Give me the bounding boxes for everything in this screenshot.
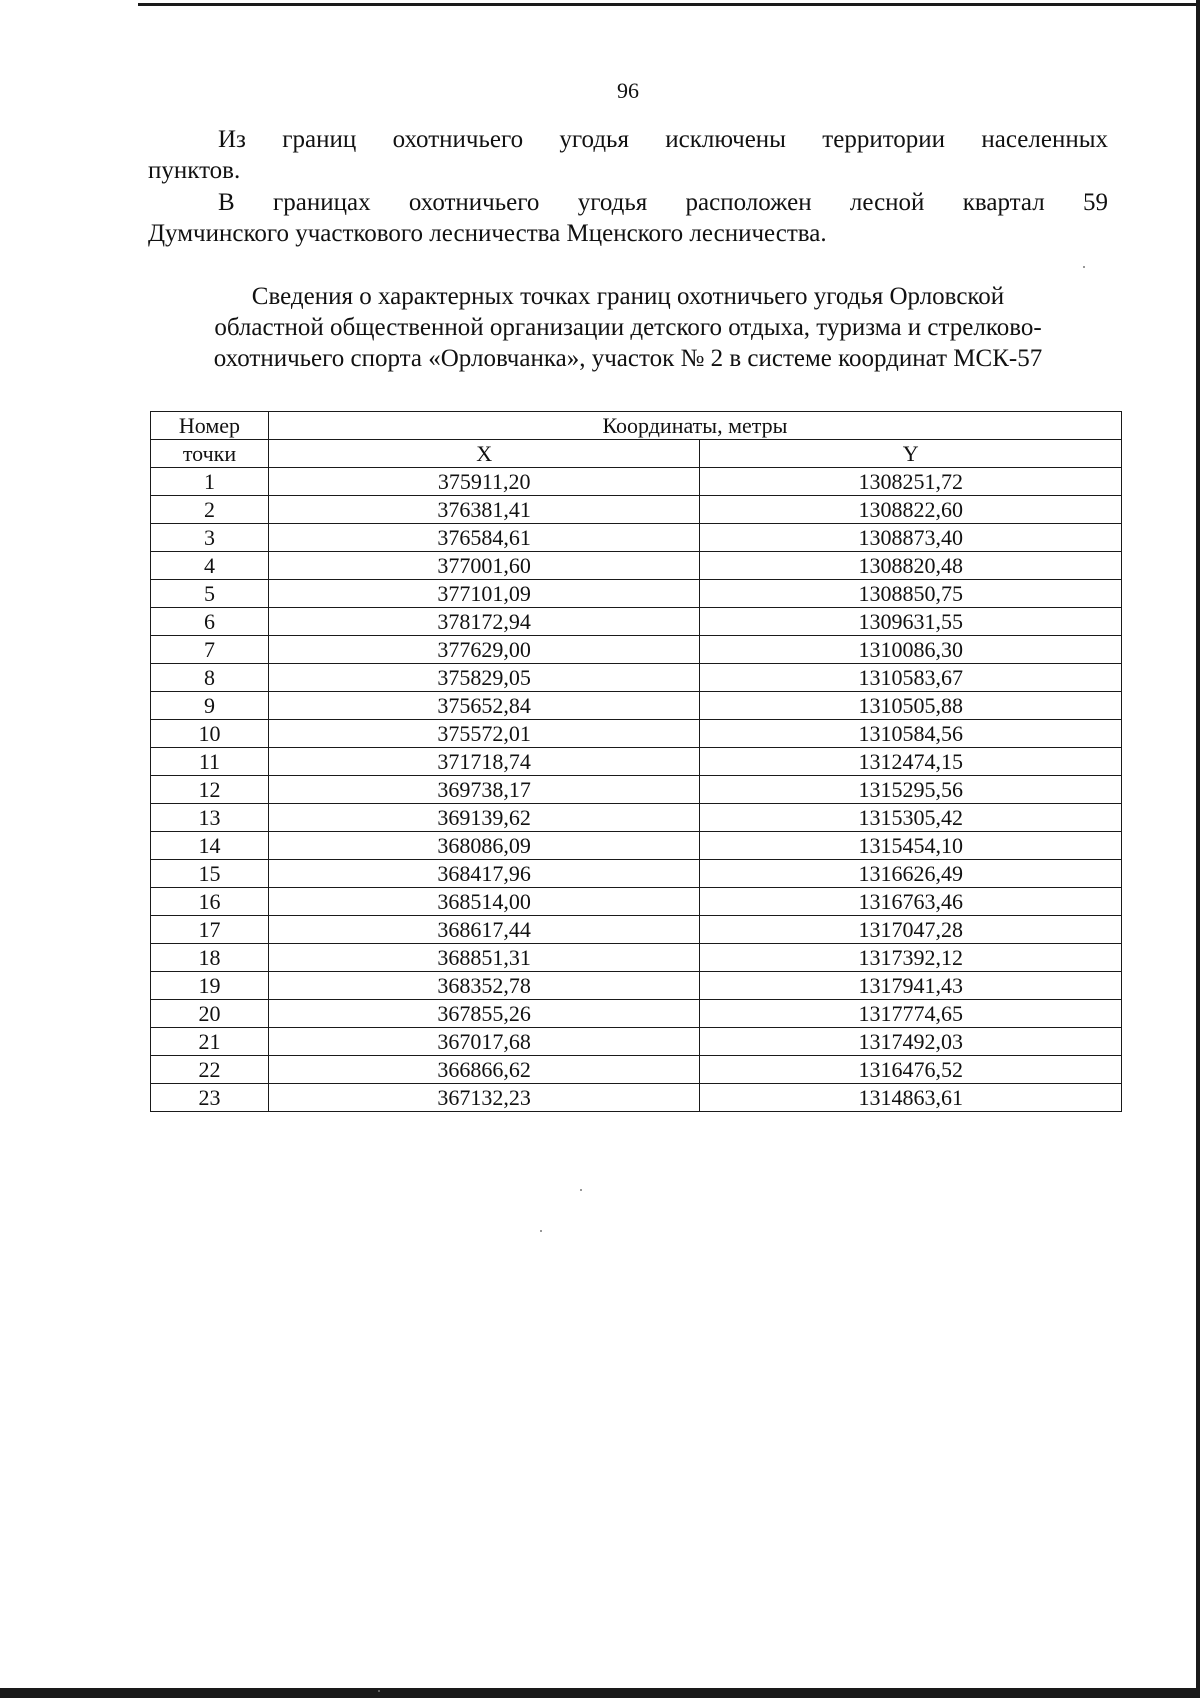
cell-point-number: 17 [151,916,269,944]
paragraph-line: Из границ охотничьего угодья исключены территории населенных [218,126,1108,153]
cell-x: 375911,20 [268,468,700,496]
header-coordinates: Координаты, метры [268,412,1121,440]
cell-x: 378172,94 [268,608,700,636]
table-row [151,1084,1122,1112]
scan-speck [580,1189,582,1191]
caption-line: охотничьего спорта «Орловчанка», участок № 2 в системе координат МСК-57 [213,345,1043,372]
cell-point-number: 9 [151,692,269,720]
table-body [151,468,1122,1112]
cell-y: 1308251,72 [700,468,1122,496]
cell-y: 1317047,28 [700,916,1122,944]
cell-x: 367132,23 [268,1084,700,1112]
cell-y: 1317392,12 [700,944,1122,972]
cell-point-number: 15 [151,860,269,888]
cell-x: 371718,74 [268,748,700,776]
table-row [151,888,1122,916]
table-row [151,972,1122,1000]
cell-point-number: 21 [151,1028,269,1056]
cell-y: 1308850,75 [700,580,1122,608]
caption-line: Сведения о характерных точках границ охотничьего угодья Орловской [251,283,1005,310]
table-row [151,608,1122,636]
table-row [151,1000,1122,1028]
cell-point-number: 11 [151,748,269,776]
cell-y: 1315295,56 [700,776,1122,804]
table-subheader-row [151,440,1122,468]
cell-y: 1317492,03 [700,1028,1122,1056]
cell-y: 1316476,52 [700,1056,1122,1084]
cell-x: 376381,41 [268,496,700,524]
cell-y: 1316626,49 [700,860,1122,888]
table-row [151,832,1122,860]
table-row [151,552,1122,580]
cell-y: 1314863,61 [700,1084,1122,1112]
cell-x: 377629,00 [268,636,700,664]
cell-x: 369139,62 [268,804,700,832]
cell-point-number: 19 [151,972,269,1000]
cell-y: 1308820,48 [700,552,1122,580]
table-row [151,692,1122,720]
cell-y: 1310584,56 [700,720,1122,748]
table-row [151,776,1122,804]
cell-point-number: 3 [151,524,269,552]
table-row [151,860,1122,888]
cell-point-number: 7 [151,636,269,664]
table-row [151,1028,1122,1056]
cell-y: 1315305,42 [700,804,1122,832]
scan-speck [540,1230,542,1232]
cell-x: 368417,96 [268,860,700,888]
paragraph-forest-quarter [148,187,1108,249]
table-header-row [151,412,1122,440]
cell-x: 375572,01 [268,720,700,748]
cell-x: 367855,26 [268,1000,700,1028]
table-row [151,636,1122,664]
paragraph-line: В границах охотничьего угодья расположен лесной квартал 59 [218,189,1108,216]
table-row [151,496,1122,524]
table-row [151,720,1122,748]
cell-x: 377101,09 [268,580,700,608]
cell-point-number: 22 [151,1056,269,1084]
cell-y: 1317774,65 [700,1000,1122,1028]
paragraph-line: пунктов. [148,157,241,184]
cell-y: 1315454,10 [700,832,1122,860]
cell-point-number: 5 [151,580,269,608]
cell-x: 368352,78 [268,972,700,1000]
caption-line: областной общественной организации детского отдыха, туризма и стрелково- [214,314,1042,341]
cell-y: 1312474,15 [700,748,1122,776]
cell-point-number: 12 [151,776,269,804]
paragraph-line: Думчинского участкового лесничества Мценского лесничества. [148,220,827,247]
cell-point-number: 23 [151,1084,269,1112]
cell-y: 1310505,88 [700,692,1122,720]
table-row [151,468,1122,496]
cell-point-number: 1 [151,468,269,496]
cell-x: 368514,00 [268,888,700,916]
table-row [151,748,1122,776]
header-point-number-bottom: точки [151,440,269,468]
header-x: X [268,440,700,468]
cell-point-number: 6 [151,608,269,636]
cell-y: 1309631,55 [700,608,1122,636]
cell-point-number: 16 [151,888,269,916]
table-row [151,804,1122,832]
cell-y: 1308822,60 [700,496,1122,524]
table-row [151,664,1122,692]
cell-x: 376584,61 [268,524,700,552]
scan-border-bottom [0,1688,1200,1698]
header-y: Y [700,440,1122,468]
scan-speck [378,1690,380,1692]
cell-y: 1310086,30 [700,636,1122,664]
cell-x: 375652,84 [268,692,700,720]
scan-border-right [1196,0,1200,1698]
header-point-number-top: Номер [151,412,269,440]
page-number: 96 [617,78,639,103]
cell-y: 1316763,46 [700,888,1122,916]
cell-y: 1317941,43 [700,972,1122,1000]
scan-speck [1083,266,1085,268]
table-row [151,916,1122,944]
scan-border-top [138,3,1200,6]
table-row [151,524,1122,552]
cell-x: 368086,09 [268,832,700,860]
table-caption [148,281,1108,374]
table-row [151,1056,1122,1084]
table-row [151,580,1122,608]
cell-point-number: 20 [151,1000,269,1028]
cell-y: 1310583,67 [700,664,1122,692]
cell-point-number: 13 [151,804,269,832]
cell-point-number: 10 [151,720,269,748]
cell-point-number: 2 [151,496,269,524]
cell-point-number: 14 [151,832,269,860]
cell-y: 1308873,40 [700,524,1122,552]
cell-x: 368617,44 [268,916,700,944]
cell-x: 366866,62 [268,1056,700,1084]
cell-point-number: 18 [151,944,269,972]
cell-x: 377001,60 [268,552,700,580]
table-row [151,944,1122,972]
cell-x: 367017,68 [268,1028,700,1056]
cell-x: 375829,05 [268,664,700,692]
cell-point-number: 8 [151,664,269,692]
paragraph-excluded-territories [148,124,1108,186]
cell-x: 369738,17 [268,776,700,804]
cell-x: 368851,31 [268,944,700,972]
cell-point-number: 4 [151,552,269,580]
coordinates-table [150,411,1122,1112]
